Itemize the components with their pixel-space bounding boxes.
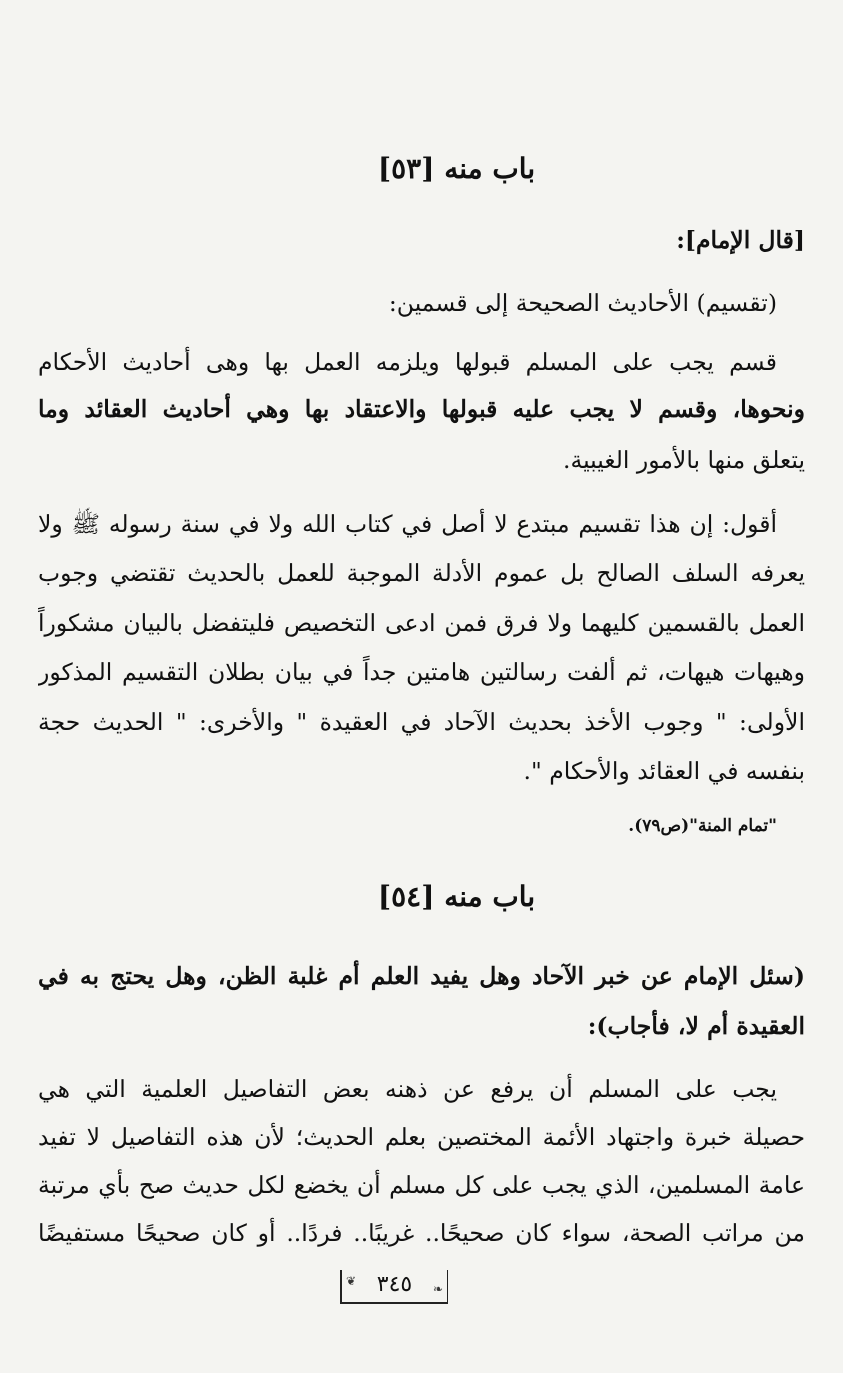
text-line: (تقسيم) الأحاديث الصحيحة إلى قسمين: bbox=[388, 289, 777, 317]
page-number-text: ٣٤٥ bbox=[376, 1272, 413, 1297]
chapter-heading bbox=[0, 880, 843, 913]
chapter-number: [٥٤] bbox=[377, 880, 435, 913]
text-line: العقيدة أم لا، فأجاب): bbox=[587, 1012, 805, 1040]
page-number bbox=[340, 1270, 448, 1304]
chapter-number: [٥٣] bbox=[377, 152, 435, 185]
text-line: حصيلة خبرة واجتهاد الأئمة المختصين بعلم الحديث؛ لأن هذه التفاصيل لا تفيد bbox=[38, 1123, 805, 1151]
text-line: أقول: إن هذا تقسيم مبتدع لا أصل في كتاب الله ولا في سنة رسوله ﷺ ولا bbox=[38, 510, 777, 538]
text-line: عامة المسلمين، الذي يجب على كل مسلم أن يخضع لكل حديث صح بأي مرتبة bbox=[38, 1171, 805, 1199]
ornament-icon: ❧ bbox=[432, 1282, 443, 1296]
citation: "تمام المنة"(ص٧٩). bbox=[628, 816, 777, 836]
chapter-heading bbox=[0, 152, 843, 185]
text-line: من مراتب الصحة، سواء كان صحيحًا.. غريبًا.. فردًا.. أو كان صحيحًا مستفيضًا bbox=[38, 1219, 805, 1247]
text-line: يجب على المسلم أن يرفع عن ذهنه بعض التفاصيل العلمية التي هي bbox=[38, 1075, 777, 1103]
text-line: العمل بالقسمين كليهما ولا فرق فمن ادعى التخصيص فليتفضل بالبيان مشكوراً bbox=[38, 609, 805, 637]
text-line: قسم يجب على المسلم قبولها ويلزمه العمل بها وهى أحاديث الأحكام bbox=[38, 348, 777, 376]
text-line: (سئل الإمام عن خبر الآحاد وهل يفيد العلم أم غلبة الظن، وهل يحتج به في bbox=[38, 962, 805, 990]
text-line: ونحوها، وقسم لا يجب عليه قبولها والاعتقاد بها وهي أحاديث العقائد وما bbox=[38, 395, 805, 423]
ornament-icon: ❦ bbox=[346, 1274, 357, 1288]
paragraph-label: [قال الإمام]: bbox=[676, 226, 805, 254]
text-line: الأولى: " وجوب الأخذ بحديث الآحاد في العقيدة " والأخرى: " الحديث حجة bbox=[38, 708, 805, 736]
text-line: يعرفه السلف الصالح بل عموم الأدلة الموجبة للعمل بالحديث تقتضي وجوب bbox=[38, 559, 805, 587]
text-line: بنفسه في العقائد والأحكام ". bbox=[523, 757, 805, 785]
text-line: يتعلق منها بالأمور الغيبية. bbox=[563, 446, 805, 474]
chapter-title: باب منه bbox=[444, 880, 536, 913]
text-line: وهيهات هيهات، ثم ألفت رسالتين هامتين جداً في بيان بطلان التقسيم المذكور bbox=[38, 658, 805, 686]
chapter-title: باب منه bbox=[444, 152, 536, 185]
